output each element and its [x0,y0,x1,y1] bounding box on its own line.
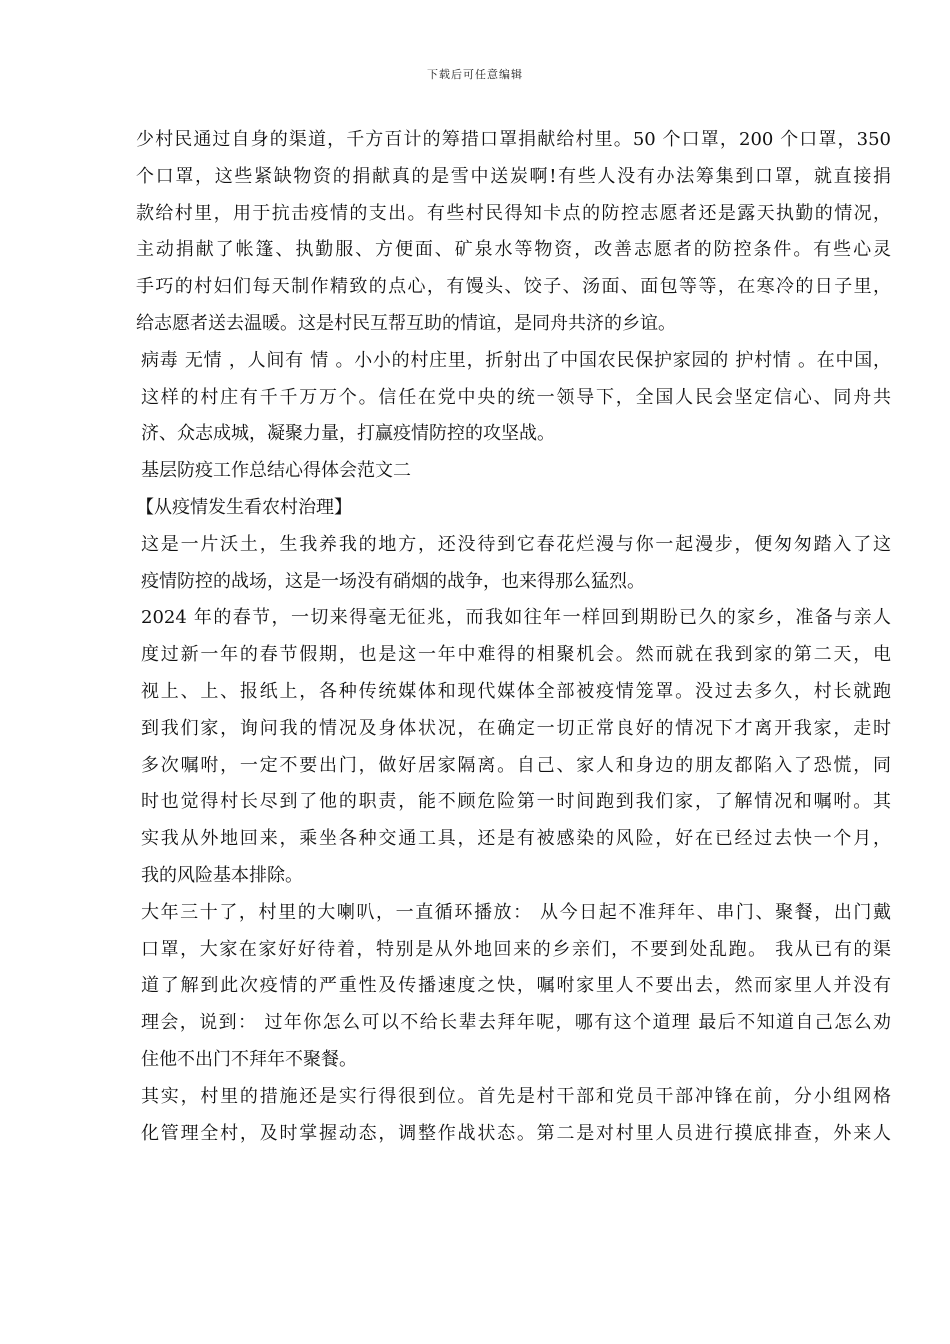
paragraph [136,453,891,490]
paragraph [136,490,891,527]
text-line: 到我们家，询问我的情况及身体状况，在确定一切正常良好的情况下才离开我家，走时 [141,717,891,739]
text-line: 化管理全村，及时掌握动态，调整作战状态。第二是对村里人员进行摸底排查，外来人 [141,1122,891,1144]
text-line: 2024 年的春节，一切来得毫无征兆，而我如往年一样回到期盼已久的家乡，准备与亲人 [141,607,891,629]
text-line: 这是一片沃土，生我养我的地方，还没待到它春花烂漫与你一起漫步，便匆匆踏入了这 [141,533,891,555]
document-body [136,122,891,1152]
text-line: 其实，村里的措施还是实行得很到位。首先是村干部和党员干部冲锋在前，分小组网格 [141,1085,891,1107]
text-line: 少村民通过自身的渠道，千方百计的筹措口罩捐献给村里。50 个口罩，200 个口罩，350 [136,129,891,150]
text-line: 手巧的村妇们每天制作精致的点心，有馒头、饺子、汤面、面包等等，在寒冷的日子里， [136,276,891,298]
text-line: 理会，说到： 过年你怎么可以不给长辈去拜年呢，哪有这个道理 最后不知道自己怎么劝 [141,1012,891,1034]
paragraph [136,1079,891,1153]
paragraph [136,122,891,343]
text-line: 实我从外地回来，乘坐各种交通工具，还是有被感染的风险，好在已经过去快一个月， [141,828,891,850]
text-line: 多次嘱咐，一定不要出门，做好居家隔离。自己、家人和身边的朋友都陷入了恐慌，同 [141,754,891,776]
text-line: 给志愿者送去温暖。这是村民互帮互助的情谊，是同舟共济的乡谊。 [136,312,676,334]
text-line: 时也觉得村长尽到了他的职责，能不顾危险第一时间跑到我们家，了解情况和嘱咐。其 [141,791,891,813]
text-line: 病毒 无情 ，人间有 情 。小小的村庄里，折射出了中国农民保护家园的 护村情 。在中国， [141,349,891,371]
text-line: 款给村里，用于抗击疫情的支出。有些村民得知卡点的防控志愿者还是露天执勤的情况， [136,202,891,224]
text-line: 基层防疫工作总结心得体会范文二 [141,460,411,482]
text-line: 视上、上、报纸上，各种传统媒体和现代媒体全部被疫情笼罩。没过去多久，村长就跑 [141,680,891,702]
text-line: 疫情防控的战场，这是一场没有硝烟的战争，也来得那么猛烈。 [141,570,645,592]
paragraph [136,343,891,453]
text-line: 个口罩，这些紧缺物资的捐献真的是雪中送炭啊!有些人没有办法筹集到口罩，就直接捐 [136,165,891,187]
text-line: 【从疫情发生看农村治理】 [136,496,352,518]
page-header: 下载后可任意编辑 [427,68,523,81]
text-line: 主动捐献了帐篷、执勤服、方便面、矿泉水等物资，改善志愿者的防控条件。有些心灵 [136,239,891,261]
paragraph [136,527,891,601]
text-line: 口罩，大家在家好好待着，特别是从外地回来的乡亲们，不要到处乱跑。 我从已有的渠 [141,938,891,960]
text-line: 大年三十了，村里的大喇叭，一直循环播放： 从今日起不准拜年、串门、聚餐，出门戴 [141,901,891,923]
text-line: 我的风险基本排除。 [141,864,303,886]
text-line: 度过新一年的春节假期，也是这一年中难得的相聚机会。然而就在我到家的第二天，电 [141,644,891,666]
paragraph [136,895,891,1079]
text-line: 道了解到此次疫情的严重性及传播速度之快，嘱咐家里人不要出去，然而家里人并没有 [141,975,891,997]
text-line: 这样的村庄有千千万万个。信任在党中央的统一领导下，全国人民会坚定信心、同舟共 [141,386,891,408]
text-line: 住他不出门不拜年不聚餐。 [141,1048,357,1070]
text-line: 济、众志成城，凝聚力量，打赢疫情防控的攻坚战。 [141,423,555,445]
paragraph [136,600,891,894]
